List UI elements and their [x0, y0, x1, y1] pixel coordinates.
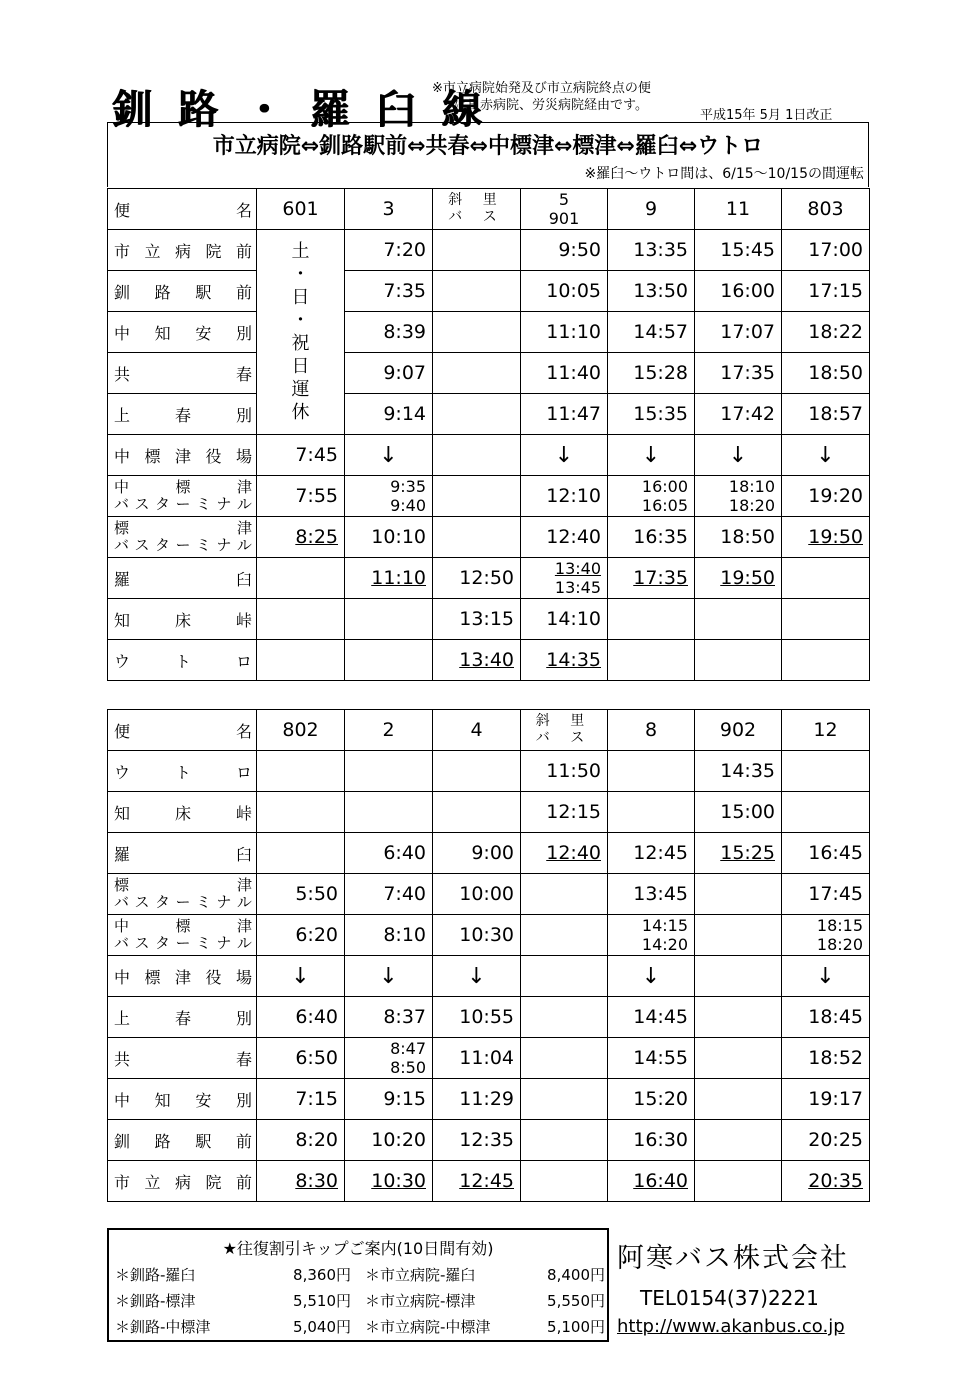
time-cell: 17:45 — [782, 874, 870, 915]
time-cell: 18:15 18:20 — [782, 915, 870, 956]
route-header — [107, 122, 869, 187]
stop-kamishunbetsu: 上 春 別 — [108, 394, 257, 435]
time-cell — [608, 640, 695, 681]
stop-kamishunbetsu: 上 春 別 — [108, 997, 257, 1038]
time-cell: 18:52 — [782, 1038, 870, 1079]
time-cell: 7:15 — [257, 1079, 345, 1120]
time-cell — [521, 1161, 608, 1202]
col-3: 3 — [345, 189, 433, 230]
time-cell: 16:35 — [608, 517, 695, 558]
stop-nakashibetsu-bt: 中 標 津 バ ス タ ー ミ ナ ル — [108, 915, 257, 956]
time-cell — [695, 1079, 782, 1120]
time-cell — [433, 353, 521, 394]
time-cell: 11:10 — [345, 558, 433, 599]
time-cell: 8:47 8:50 — [345, 1038, 433, 1079]
stop-shiritsu: 市 立 病 院 前 — [108, 1161, 257, 1202]
time-cell: 7:35 — [345, 271, 433, 312]
time-cell — [257, 833, 345, 874]
time-cell — [433, 312, 521, 353]
time-cell — [521, 874, 608, 915]
time-cell — [433, 792, 521, 833]
pass-arrow: ↓ — [433, 956, 521, 997]
time-cell: 15:45 — [695, 230, 782, 271]
stop-shiretoko: 知 床 峠 — [108, 599, 257, 640]
season-note: ※羅臼～ウトロ間は、6/15～10/15の間運転 — [584, 166, 864, 182]
col-12: 12 — [782, 710, 870, 751]
time-cell: 5:50 — [257, 874, 345, 915]
time-cell — [433, 476, 521, 517]
time-cell: 14:45 — [608, 997, 695, 1038]
time-cell — [608, 751, 695, 792]
time-cell: 13:40 — [433, 640, 521, 681]
time-cell: 9:07 — [345, 353, 433, 394]
table-row — [108, 558, 870, 599]
table-row — [108, 640, 870, 681]
table-row — [108, 1161, 870, 1202]
page-title: 釧 路 ・ 羅 臼 線 — [112, 87, 488, 133]
table-row — [108, 833, 870, 874]
time-cell: 12:15 — [521, 792, 608, 833]
table-row — [108, 915, 870, 956]
stop-kushiro: 釧 路 駅 前 — [108, 271, 257, 312]
time-cell — [608, 792, 695, 833]
col-902: 902 — [695, 710, 782, 751]
time-cell: 9:35 9:40 — [345, 476, 433, 517]
time-cell — [695, 1161, 782, 1202]
stop-kushiro: 釧 路 駅 前 — [108, 1120, 257, 1161]
column-label: 便 名 — [108, 710, 257, 751]
time-cell: 10:30 — [433, 915, 521, 956]
time-cell: 9:50 — [521, 230, 608, 271]
stop-shiritsu: 市 立 病 院 前 — [108, 230, 257, 271]
time-cell: 11:40 — [521, 353, 608, 394]
time-cell — [782, 558, 870, 599]
time-cell — [695, 997, 782, 1038]
time-cell: 15:25 — [695, 833, 782, 874]
time-cell — [608, 599, 695, 640]
time-cell — [257, 751, 345, 792]
table-row — [108, 1079, 870, 1120]
time-cell: 15:35 — [608, 394, 695, 435]
time-cell: 14:35 — [695, 751, 782, 792]
time-cell: 19:20 — [782, 476, 870, 517]
routing-note-line1: ※市立病院始発及び市立病院終点の便 — [432, 81, 651, 96]
time-cell: 12:10 — [521, 476, 608, 517]
pass-arrow: ↓ — [782, 435, 870, 476]
time-cell — [433, 517, 521, 558]
pass-arrow: ↓ — [345, 435, 433, 476]
time-cell: 13:45 — [608, 874, 695, 915]
time-cell: 12:50 — [433, 558, 521, 599]
company-name: 阿寒バス株式会社 — [617, 1243, 849, 1274]
time-cell — [521, 956, 608, 997]
time-cell: 7:45 — [257, 435, 345, 476]
time-cell: 14:10 — [521, 599, 608, 640]
time-cell: 20:25 — [782, 1120, 870, 1161]
time-cell: 7:55 — [257, 476, 345, 517]
time-cell — [345, 599, 433, 640]
time-cell: 16:30 — [608, 1120, 695, 1161]
table-row — [108, 751, 870, 792]
stop-utoro: ウ ト ロ — [108, 640, 257, 681]
stop-shiretoko: 知 床 峠 — [108, 792, 257, 833]
time-cell — [257, 640, 345, 681]
time-cell: 19:50 — [695, 558, 782, 599]
time-cell: 10:30 — [345, 1161, 433, 1202]
time-cell: 15:20 — [608, 1079, 695, 1120]
time-cell: 16:00 16:05 — [608, 476, 695, 517]
time-cell: 10:55 — [433, 997, 521, 1038]
time-cell — [782, 792, 870, 833]
col-shari-bus: 斜 里 バ ス — [433, 189, 521, 230]
time-cell: 13:50 — [608, 271, 695, 312]
col-8: 8 — [608, 710, 695, 751]
time-cell: 6:20 — [257, 915, 345, 956]
col-11: 11 — [695, 189, 782, 230]
time-cell — [433, 394, 521, 435]
time-cell: 19:17 — [782, 1079, 870, 1120]
inbound-timetable — [107, 709, 870, 1202]
table-row — [108, 271, 870, 312]
time-cell: 14:15 14:20 — [608, 915, 695, 956]
time-cell — [521, 915, 608, 956]
time-cell: 8:37 — [345, 997, 433, 1038]
pass-arrow: ↓ — [695, 435, 782, 476]
table-row — [108, 435, 870, 476]
pass-arrow: ↓ — [257, 956, 345, 997]
time-cell — [695, 956, 782, 997]
time-cell: 13:35 — [608, 230, 695, 271]
col-9: 9 — [608, 189, 695, 230]
time-cell: 8:20 — [257, 1120, 345, 1161]
time-cell: 20:35 — [782, 1161, 870, 1202]
fare-row: ＊釧路-羅臼 8,360円 ＊市立病院-羅臼 8,400円 — [115, 1266, 605, 1284]
table-row — [108, 312, 870, 353]
time-cell: 11:29 — [433, 1079, 521, 1120]
time-cell: 12:45 — [608, 833, 695, 874]
time-cell: 18:50 — [695, 517, 782, 558]
time-cell: 9:14 — [345, 394, 433, 435]
time-cell: 14:55 — [608, 1038, 695, 1079]
stop-kyoshun: 共 春 — [108, 353, 257, 394]
time-cell: 18:10 18:20 — [695, 476, 782, 517]
time-cell: 12:40 — [521, 517, 608, 558]
ticket-title: ★往復割引キップご案内(10日間有効) — [222, 1239, 494, 1258]
pass-arrow: ↓ — [608, 956, 695, 997]
table-row — [108, 874, 870, 915]
time-cell: 11:04 — [433, 1038, 521, 1079]
table-row — [108, 997, 870, 1038]
time-cell: 11:10 — [521, 312, 608, 353]
time-cell — [695, 1038, 782, 1079]
pass-arrow: ↓ — [345, 956, 433, 997]
pass-arrow: ↓ — [782, 956, 870, 997]
time-cell: 17:00 — [782, 230, 870, 271]
time-cell: 16:40 — [608, 1161, 695, 1202]
outbound-timetable — [107, 188, 870, 681]
time-cell — [521, 1038, 608, 1079]
time-cell — [782, 640, 870, 681]
time-cell — [257, 792, 345, 833]
time-cell: 13:15 — [433, 599, 521, 640]
time-cell: 17:07 — [695, 312, 782, 353]
table-row — [108, 792, 870, 833]
column-label: 便 名 — [108, 189, 257, 230]
routing-note-line2: は日赤病院、労災病院経由です。 — [454, 98, 648, 113]
table-row — [108, 599, 870, 640]
stop-nakachiyasu: 中 知 安 別 — [108, 312, 257, 353]
time-cell — [433, 751, 521, 792]
fare-row: ＊釧路-中標津 5,040円 ＊市立病院-中標津 5,100円 — [115, 1318, 605, 1336]
time-cell: 10:20 — [345, 1120, 433, 1161]
time-cell: 8:10 — [345, 915, 433, 956]
col-601: 601 — [257, 189, 345, 230]
time-cell: 12:40 — [521, 833, 608, 874]
time-cell — [695, 599, 782, 640]
table-row — [108, 710, 870, 751]
time-cell: 16:45 — [782, 833, 870, 874]
time-cell: 6:50 — [257, 1038, 345, 1079]
time-cell: 8:25 — [257, 517, 345, 558]
stop-rausu: 羅 臼 — [108, 833, 257, 874]
time-cell — [695, 1120, 782, 1161]
time-cell — [345, 792, 433, 833]
time-cell: 7:40 — [345, 874, 433, 915]
time-cell — [433, 271, 521, 312]
time-cell: 17:42 — [695, 394, 782, 435]
time-cell: 19:50 — [782, 517, 870, 558]
col-shari-bus: 斜 里 バ ス — [521, 710, 608, 751]
pass-arrow: ↓ — [608, 435, 695, 476]
time-cell: 17:15 — [782, 271, 870, 312]
time-cell: 16:00 — [695, 271, 782, 312]
time-cell — [695, 915, 782, 956]
table-row — [108, 230, 870, 271]
time-cell: 6:40 — [345, 833, 433, 874]
stop-shibetsu-bt: 標 津 バ ス タ ー ミ ナ ル — [108, 517, 257, 558]
time-cell: 10:05 — [521, 271, 608, 312]
table-row — [108, 353, 870, 394]
time-cell: 9:00 — [433, 833, 521, 874]
time-cell — [521, 1120, 608, 1161]
company-tel: TEL0154(37)2221 — [640, 1286, 819, 1310]
route-title: 市立病院⇔釧路駅前⇔共春⇔中標津⇔標津⇔羅臼⇔ウトロ — [212, 134, 764, 159]
time-cell: 6:40 — [257, 997, 345, 1038]
stop-nakashibetsu-yakuba: 中 標 津 役 場 — [108, 435, 257, 476]
table-row — [108, 956, 870, 997]
time-cell: 10:00 — [433, 874, 521, 915]
stop-rausu: 羅 臼 — [108, 558, 257, 599]
time-cell — [782, 751, 870, 792]
time-cell: 8:30 — [257, 1161, 345, 1202]
time-cell: 15:00 — [695, 792, 782, 833]
company-url[interactable]: http://www.akanbus.co.jp — [617, 1316, 845, 1337]
time-cell: 18:45 — [782, 997, 870, 1038]
time-cell: 15:28 — [608, 353, 695, 394]
revision-date: 平成15年 5月 1日改正 — [700, 108, 833, 123]
stop-kyoshun: 共 春 — [108, 1038, 257, 1079]
time-cell — [521, 997, 608, 1038]
table-row — [108, 476, 870, 517]
table-row — [108, 517, 870, 558]
time-cell — [521, 1079, 608, 1120]
time-cell — [695, 640, 782, 681]
stop-nakashibetsu-bt: 中 標 津 バ ス タ ー ミ ナ ル — [108, 476, 257, 517]
time-cell: 17:35 — [608, 558, 695, 599]
time-cell: 14:57 — [608, 312, 695, 353]
table-row — [108, 394, 870, 435]
time-cell: 12:35 — [433, 1120, 521, 1161]
time-cell — [257, 558, 345, 599]
time-cell: 10:10 — [345, 517, 433, 558]
time-cell: 11:50 — [521, 751, 608, 792]
stop-utoro: ウ ト ロ — [108, 751, 257, 792]
time-cell: 7:20 — [345, 230, 433, 271]
time-cell — [695, 874, 782, 915]
stop-nakashibetsu-yakuba: 中 標 津 役 場 — [108, 956, 257, 997]
time-cell — [433, 435, 521, 476]
col-802: 802 — [257, 710, 345, 751]
time-cell: 8:39 — [345, 312, 433, 353]
stop-shibetsu-bt: 標 津 バ ス タ ー ミ ナ ル — [108, 874, 257, 915]
time-cell: 9:15 — [345, 1079, 433, 1120]
fare-row: ＊釧路-標津 5,510円 ＊市立病院-標津 5,550円 — [115, 1292, 605, 1310]
col-2: 2 — [345, 710, 433, 751]
round-trip-ticket-box — [107, 1228, 609, 1342]
routing-note — [432, 80, 651, 114]
time-cell — [433, 230, 521, 271]
pass-arrow: ↓ — [521, 435, 608, 476]
col-4: 4 — [433, 710, 521, 751]
time-cell: 17:35 — [695, 353, 782, 394]
time-cell: 11:47 — [521, 394, 608, 435]
time-cell — [782, 599, 870, 640]
time-cell — [345, 751, 433, 792]
time-cell — [345, 640, 433, 681]
time-cell: 13:40 13:45 — [521, 558, 608, 599]
time-cell: 18:57 — [782, 394, 870, 435]
stop-nakachiyasu: 中 知 安 別 — [108, 1079, 257, 1120]
time-cell: 14:35 — [521, 640, 608, 681]
time-cell: 12:45 — [433, 1161, 521, 1202]
table-row — [108, 1038, 870, 1079]
table-row — [108, 189, 870, 230]
time-cell — [257, 599, 345, 640]
time-cell: 18:22 — [782, 312, 870, 353]
table-row — [108, 1120, 870, 1161]
holiday-suspension-note: 土 ・ 日 ・ 祝 日 運 休 — [257, 230, 345, 435]
time-cell: 18:50 — [782, 353, 870, 394]
col-5-901: 5 901 — [521, 189, 608, 230]
col-803: 803 — [782, 189, 870, 230]
